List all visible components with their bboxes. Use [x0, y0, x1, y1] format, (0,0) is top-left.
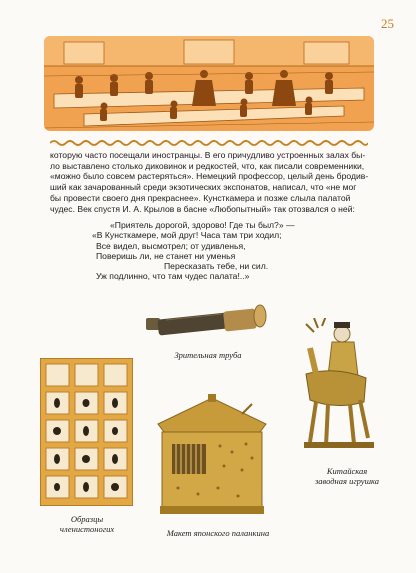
caption-line: Образцы [70, 514, 104, 524]
poem [92, 220, 332, 282]
toy-caption [302, 466, 392, 486]
banquet-illustration [44, 36, 374, 131]
poem-line: Пересказать тебе, ни сил. [164, 261, 269, 272]
insects-caption [42, 514, 132, 534]
telescope-caption: Зрительная труба [174, 350, 242, 360]
wave-divider [50, 139, 368, 147]
main-paragraph [50, 150, 380, 214]
palanquin-caption: Макет японского паланкина [166, 528, 270, 538]
insect-case-image [40, 358, 133, 506]
caption-line: Китайская [326, 466, 368, 476]
text-line: чудес. Век спустя И. А. Крылов в басне «Любопытный» так отозвался о ней: [50, 203, 355, 214]
caption-line: заводная игрушка [314, 476, 380, 486]
poem-line: Уж подлинно, что там чудес палата!..» [96, 271, 250, 282]
palanquin-image [148, 394, 276, 518]
text-line: бы провести своего дня прекраснее». Кунсткамера и позже слыла палатой [50, 192, 351, 203]
poem-line: Все видел, высмотрел; от удивленья, [96, 240, 246, 251]
poem-line: «В Кунсткамере, мой друг! Часа там три ходил; [92, 230, 282, 241]
caption-line: членистоногих [59, 524, 115, 534]
page-number: 25 [381, 16, 394, 31]
mechanical-toy-image [296, 318, 378, 458]
poem-line: «Приятель дорогой, здорово! Где ты был?» — [110, 220, 295, 230]
poem-line: Поверишь ли, не станет ни уменья [96, 250, 236, 261]
telescope-image [146, 302, 270, 340]
text-line: «можно было совсем растеряться». Немецкий профессор, целый день бродив- [50, 171, 369, 182]
text-line: ший как зачарованный среди экзотических экспонатов, написал, что «не мог [50, 182, 357, 193]
text-line: ло выставлено столько диковинок и редкостей, что, как писали современники, [50, 160, 365, 171]
text-line: которую часто посещали иностранцы. В его причудливо устроенных залах бы- [50, 150, 366, 160]
